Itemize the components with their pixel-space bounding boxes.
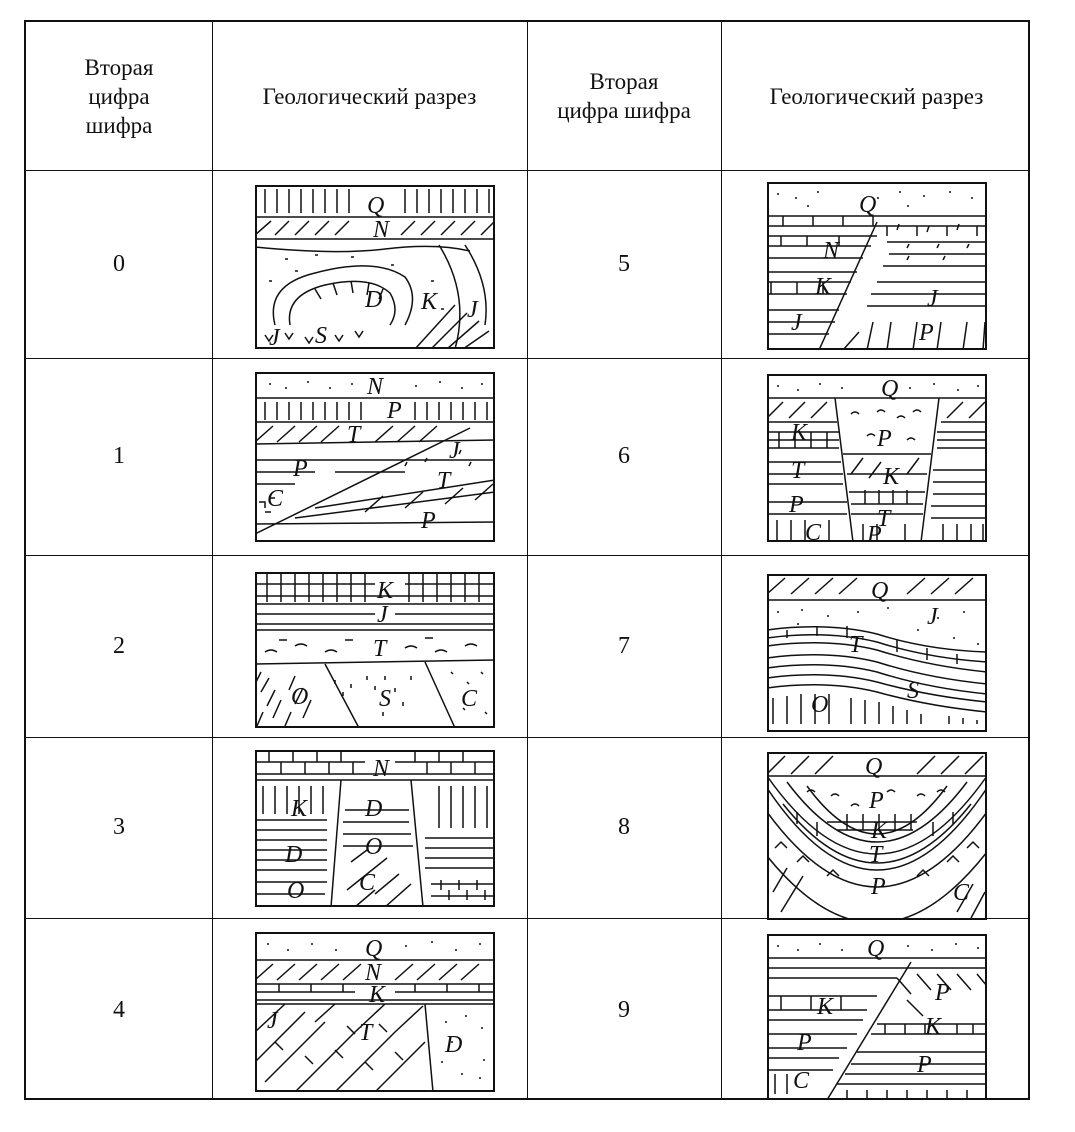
layer-label: D — [445, 1032, 463, 1058]
layer-label: S — [907, 678, 919, 704]
header-geologic-section-left: Геологический разрез — [262, 83, 477, 109]
geologic-section-2 — [254, 572, 496, 728]
layer-label: Q — [871, 578, 889, 604]
ciphers-table — [24, 20, 1030, 1100]
layer-label: J — [449, 438, 460, 464]
layer-label: C — [953, 880, 970, 906]
layer-label: C — [267, 486, 284, 512]
geologic-section-7 — [766, 574, 988, 732]
layer-label: T — [791, 458, 805, 484]
column-divider — [212, 22, 213, 1098]
header-second-digit-right: Вторая цифра шифра — [557, 69, 691, 123]
layer-label: P — [877, 426, 892, 452]
layer-label: P — [871, 874, 886, 900]
layer-label: P — [869, 788, 884, 814]
layer-label: T — [347, 422, 361, 448]
layer-label: P — [421, 508, 436, 534]
layer-label: T — [373, 636, 387, 662]
layer-label: K — [925, 1014, 942, 1040]
layer-label: Q — [867, 936, 885, 962]
layer-label: K — [871, 818, 888, 844]
layer-label: P — [917, 1052, 932, 1078]
layer-label: K — [883, 464, 900, 490]
geologic-section-3 — [254, 750, 496, 907]
layer-label: C — [805, 520, 822, 542]
layer-label: O — [287, 878, 305, 904]
row-digit: 6 — [618, 443, 630, 469]
layer-label: K — [421, 289, 438, 315]
layer-label: T — [359, 1020, 373, 1046]
layer-label: T — [869, 842, 883, 868]
geologic-section-5 — [766, 182, 988, 350]
layer-label: P — [919, 320, 934, 346]
layer-label: O — [811, 692, 829, 718]
row-digit: 0 — [113, 250, 125, 277]
geologic-section-1 — [254, 372, 496, 542]
layer-label: J — [927, 604, 938, 630]
layer-label: Q — [865, 754, 883, 780]
layer-label: O — [291, 684, 309, 710]
layer-label: S — [315, 323, 327, 349]
layer-label: N — [365, 960, 382, 986]
geologic-section-0 — [254, 185, 496, 349]
row-digit: 9 — [618, 996, 630, 1023]
layer-label: K — [817, 994, 834, 1020]
layer-label: S — [379, 686, 391, 712]
layer-label: D — [365, 287, 383, 313]
row-digit: 3 — [113, 814, 125, 840]
layer-label: Q — [367, 193, 385, 219]
layer-label: Q — [859, 192, 877, 218]
layer-label: P — [867, 522, 882, 542]
layer-label: T — [877, 506, 891, 532]
layer-label: D — [285, 842, 303, 868]
layer-label: P — [935, 980, 950, 1006]
row-digit: 7 — [618, 632, 630, 659]
layer-label: K — [369, 982, 386, 1008]
layer-label: J — [377, 602, 388, 628]
row-digit: 2 — [113, 632, 125, 659]
geologic-section-4 — [254, 932, 496, 1092]
layer-label: O — [365, 834, 383, 860]
row-digit: 5 — [618, 250, 630, 277]
header-second-digit-left: Вторая цифра шифра — [84, 54, 154, 138]
layer-label: Q — [365, 936, 383, 962]
row-digit: 1 — [113, 443, 125, 469]
geologic-section-6 — [766, 374, 988, 542]
row-digit: 8 — [618, 814, 630, 840]
layer-label: T — [437, 468, 451, 494]
layer-label: K — [377, 578, 394, 604]
layer-label: K — [291, 796, 308, 822]
layer-label: C — [461, 686, 478, 712]
layer-label: J — [927, 286, 938, 312]
layer-label: J — [791, 310, 802, 336]
layer-label: N — [373, 756, 390, 782]
layer-label: P — [797, 1030, 812, 1056]
layer-label: Q — [881, 376, 899, 402]
layer-label: P — [789, 492, 804, 518]
geologic-section-9 — [766, 934, 988, 1100]
layer-label: K — [815, 274, 832, 300]
layer-label: N — [373, 217, 390, 243]
layer-label: K — [791, 420, 808, 446]
layer-label: J — [269, 325, 280, 349]
layer-label: C — [793, 1068, 810, 1094]
row-digit: 4 — [113, 996, 125, 1023]
layer-label: C — [359, 870, 376, 896]
layer-label: D — [365, 796, 383, 822]
layer-label: T — [849, 632, 863, 658]
layer-label: P — [387, 398, 402, 424]
geologic-section-8 — [766, 752, 988, 920]
layer-label: P — [293, 456, 308, 482]
header-geologic-section-right: Геологический разрез — [769, 83, 984, 109]
layer-label: N — [367, 374, 384, 400]
column-divider — [721, 22, 722, 1098]
layer-label: J — [467, 297, 478, 323]
layer-label: N — [823, 238, 840, 264]
layer-label: J — [267, 1008, 278, 1034]
